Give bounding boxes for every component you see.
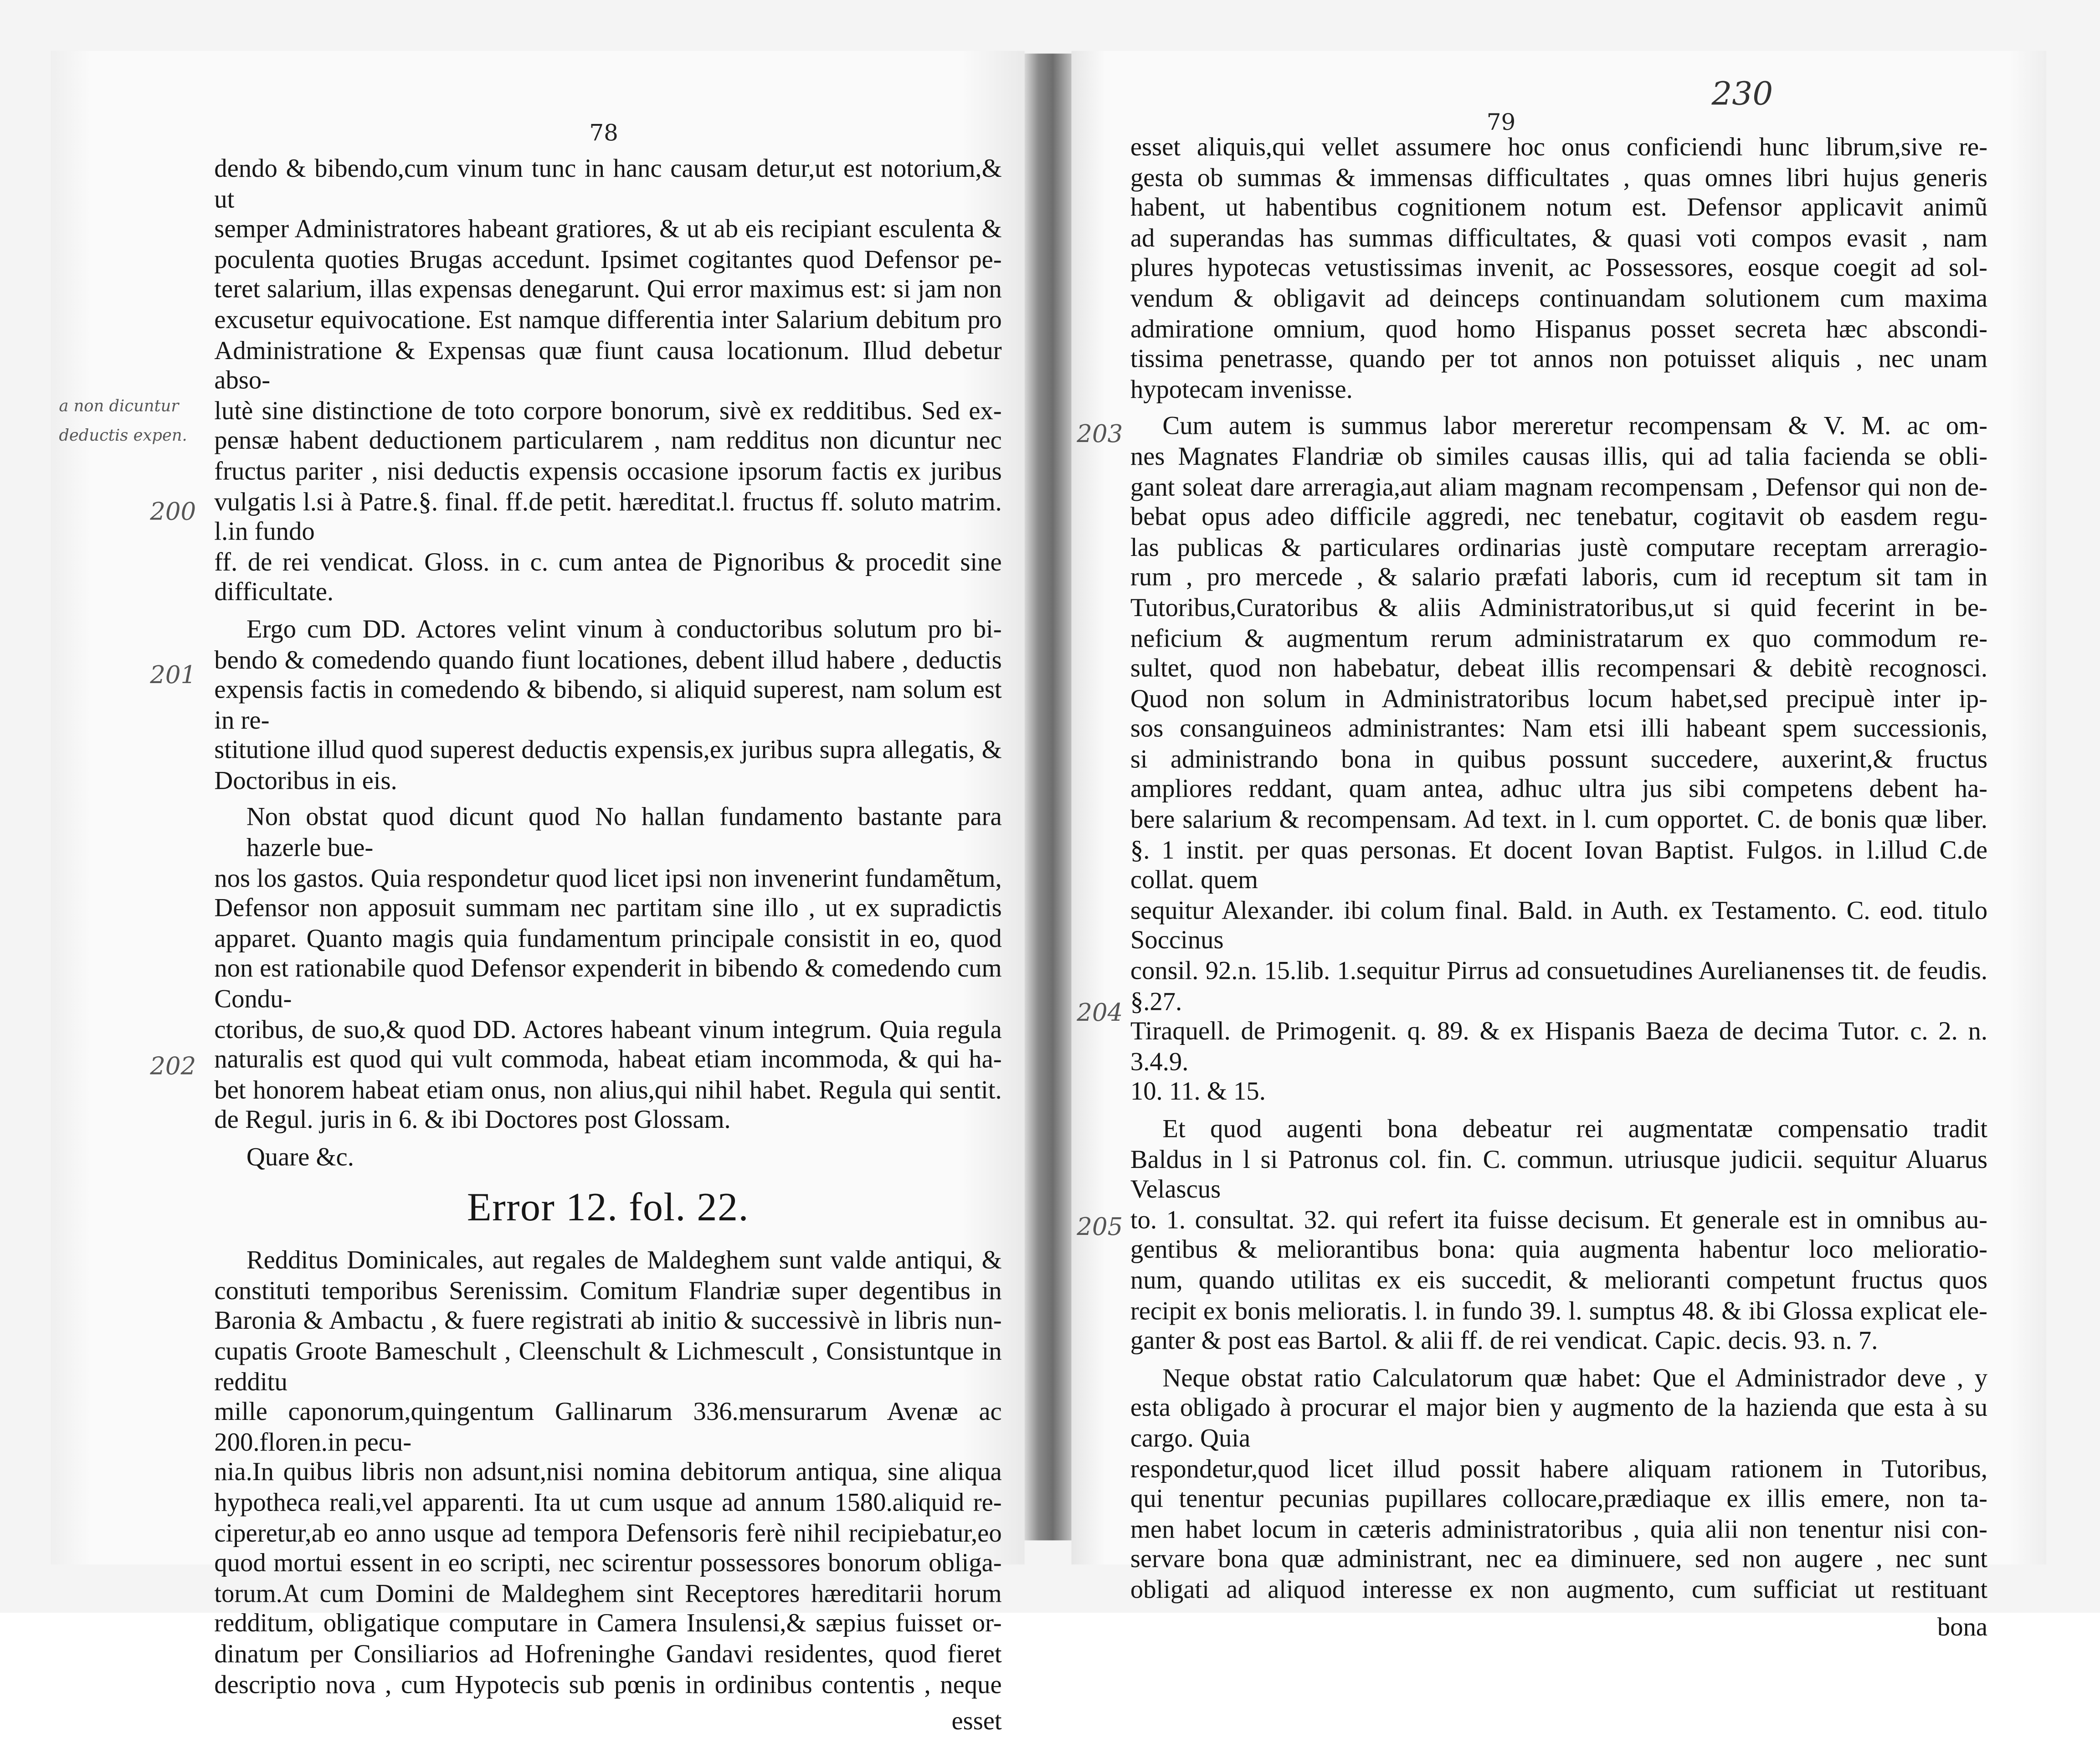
- page-number: 79: [1486, 110, 1516, 137]
- paragraph: [1130, 413, 1987, 1109]
- paragraph: [1130, 1365, 1987, 1607]
- section-heading: Error 12. fol. 22.: [467, 1185, 750, 1229]
- margin-note-handwritten: [59, 396, 187, 445]
- text-line: apparet. Quanto magis quia fundamentum principale consistit in eo, quod: [214, 925, 1002, 954]
- text-line: vulgatis l.si à Patre.§. final. ff.de petit. hæreditat.l. fructus ff. soluto matrim. l.in fundo: [214, 488, 1002, 547]
- text-line: mille caponorum,quingentum Gallinarum 336.mensurarum Avenæ ac 200.floren.in pecu-: [214, 1399, 1002, 1457]
- text-line: Tiraquell. de Primogenit. q. 89. & ex Hispanis Baeza de decima Tutor. c. 2. n. 3.4.9.: [1130, 1018, 1988, 1077]
- margin-number-200: 200: [150, 498, 196, 527]
- paragraph: [214, 804, 1001, 1137]
- text-line: fructus pariter , nisi deductis expensis occasione ipsorum factis ex juribus: [214, 458, 1002, 486]
- text-line: dinatum per Consiliarios ad Hofreninghe Gandavi residentes, quod fieret: [214, 1640, 1002, 1669]
- page-number: 78: [589, 120, 618, 148]
- text-line: rum , pro mercede , & salario præfati laboris, cum id receptum sit tam in: [1130, 564, 1988, 593]
- text-line: ctoribus, de suo,& quod DD. Actores habeant vinum integrum. Quia regula: [214, 1016, 1002, 1044]
- text-line: stitutione illud quod superest deductis expensis,ex juribus supra allegatis, &: [214, 737, 1002, 766]
- text-line: quod mortui essent in eo scripti, nec scirentur possessores bonorum obliga-: [214, 1550, 1002, 1578]
- text-line: Defensor non apposuit summam nec partitam sine illo , ut ex supradictis: [214, 895, 1002, 923]
- margin-number-202: 202: [150, 1053, 196, 1081]
- book-spine: [1025, 54, 1072, 1541]
- text-line: Cum autem is summus labor mereretur recompensam & V. M. ac om-: [1162, 413, 1988, 442]
- margin-number-204: 204: [1077, 999, 1123, 1028]
- right-page-text: [1130, 134, 1987, 1644]
- text-line: lutè sine distinctione de toto corpore bonorum, sivè ex redditibus. Sed ex-: [214, 397, 1002, 426]
- paragraph: [1130, 134, 1987, 406]
- text-line: ampliores reddant, quam antea, adhuc ultra jus sibi competens debent ha-: [1130, 776, 1988, 805]
- text-line: excusetur equivocatione. Est namque differentia inter Salarium debitum pro: [214, 307, 1002, 335]
- text-line: si administrando bona in quibus possunt succedere, auxerint,& fructus: [1130, 746, 1988, 774]
- text-line: bet honorem habeat etiam onus, non alius,qui nihil habet. Regula qui sentit.: [214, 1076, 1002, 1105]
- paragraph: [1130, 1116, 1987, 1358]
- text-line: Neque obstat ratio Calculatorum quæ habet: Que el Administrador deve , y: [1162, 1364, 1988, 1393]
- text-line: ganter & post eas Bartol. & alii ff. de rei vendicat. Capic. decis. 93. n. 7.: [1130, 1327, 1878, 1356]
- text-line: esset aliquis,qui vellet assumere hoc onus conficiendi hunc librum,sive re-: [1130, 134, 1988, 162]
- text-line: nia.In quibus libris non adsunt,nisi nomina debitorum antiqua, sine aliqua: [214, 1459, 1002, 1487]
- margin-note-line: deductis expen.: [59, 426, 187, 445]
- catchword: esset: [951, 1708, 1002, 1736]
- text-line: sequitur Alexander. ibi colum final. Bald. in Auth. ex Testamento. C. eod. titulo Soccinus: [1130, 897, 1988, 956]
- text-line: Non obstat quod dicunt quod No hallan fundamento bastante para hazerle bue-: [246, 804, 1002, 863]
- text-line: bere salarium & recompensam. Ad text. in l. cum opportet. C. de bonis quæ liber.: [1130, 806, 1988, 835]
- text-line: qui tenentur pecunias pupillares collocare,prædiaque ex illis emere, non ta-: [1130, 1486, 1988, 1514]
- text-line: men habet locum in cæteris administratoribus , quia alii non tenentur nisi con-: [1130, 1516, 1988, 1544]
- text-line: gesta ob summas & immensas difficultates , quas omnes libri hujus generis: [1130, 164, 1988, 193]
- text-line: esta obligado à procurar el major bien y augmento de la hazienda que esta à su cargo. Quia: [1130, 1394, 1988, 1454]
- text-line: Redditus Dominicales, aut regales de Maldeghem sunt valde antiqui, &: [246, 1247, 1002, 1275]
- text-line: Baldus in l si Patronus col. fin. C. commun. utriusque judicii. sequitur Aluarus Velascus: [1130, 1146, 1988, 1205]
- text-line: nes Magnates Flandriæ ob similes causas illis, qui ad talia facienda se obli-: [1130, 443, 1988, 472]
- text-line: ff. de rei vendicat. Gloss. in c. cum antea de Pignoribus & procedit sine difficultate.: [214, 549, 1002, 607]
- text-line: servare bona quæ administrant, nec ea diminuere, sed non augere , nec sunt: [1130, 1546, 1988, 1574]
- text-line: plures hypotecas vetustissimas invenit, ac Possessores, eosque coegit ad sol-: [1130, 255, 1988, 283]
- text-line: pensæ habent deductionem particularem , nam redditus non dicuntur nec: [214, 427, 1002, 456]
- margin-note-line: a non dicuntur: [59, 396, 179, 416]
- text-line: Tutoribus,Curatoribus & aliis Administratoribus,ut si quid fecerint in be-: [1130, 594, 1988, 623]
- text-line: descriptio nova , cum Hypotecis sub pœnis in ordinibus contentis , neque: [214, 1671, 1002, 1699]
- text-line: gentibus & meliorantibus bona: quia augmenta habentur loco melioratio-: [1130, 1237, 1988, 1265]
- margin-number-205: 205: [1077, 1214, 1123, 1242]
- text-line: de Regul. juris in 6. & ibi Doctores post Glossam.: [214, 1107, 731, 1135]
- text-line: expensis factis in comedendo & bibendo, si aliquid superest, nam solum est in re-: [214, 676, 1002, 735]
- text-line: to. 1. consultat. 32. qui refert ita fuisse decisum. Et generale est in omnibus au-: [1130, 1206, 1988, 1235]
- text-line: vendum & obligavit ad deinceps continuandam solutionem cum maxima: [1130, 285, 1988, 314]
- paragraph: [214, 155, 1001, 609]
- text-line: torum.At cum Domini de Maldeghem sint Receptores hæreditarii horum: [214, 1580, 1002, 1609]
- text-line: admiratione omnium, quod homo Hispanus posset secreta hæc abscondi-: [1130, 315, 1988, 344]
- margin-number-203: 203: [1077, 420, 1123, 449]
- text-line: 10. 11. & 15.: [1130, 1079, 1266, 1107]
- text-line: respondetur,quod licet illud possit habere aliquam rationem in Tutoribus,: [1130, 1455, 1988, 1484]
- text-line: bebat opus adeo difficile aggredi, nec tenebatur, cogitavit ob easdem regu-: [1130, 504, 1988, 532]
- text-line: consil. 92.n. 15.lib. 1.sequitur Pirrus ad consuetudines Aurelianenses tit. de feudis. §.27.: [1130, 957, 1988, 1016]
- text-line: non est rationabile quod Defensor expenderit in bibendo & comedendo cum Condu-: [214, 956, 1002, 1014]
- text-line: las publicas & particulares ordinarias justè computare receptam arreragio-: [1130, 534, 1988, 562]
- text-line: sos consanguineos administrantes: Nam etsi illi habeant spem successionis,: [1130, 715, 1988, 744]
- folio-number-handwritten: 230: [1711, 75, 1773, 113]
- text-line: §. 1 instit. per quas personas. Et docent Iovan Baptist. Fulgos. in l.illud C.de collat. quem: [1130, 837, 1988, 895]
- text-line: semper Administratores habeant gratiores, & ut ab eis recipiant esculenta &: [214, 216, 1002, 244]
- text-line: ad superandas has summas difficultates, & quasi voti compos evasit , nam: [1130, 225, 1988, 253]
- paragraph-group: [214, 155, 1001, 1174]
- text-line: naturalis est quod qui vult commoda, habeat etiam incommoda, & qui ha-: [214, 1046, 1002, 1075]
- text-line: hypotheca reali,vel apparenti. Ita ut cum usque ad annum 1580.aliquid re-: [214, 1489, 1002, 1518]
- text-line: Et quod augenti bona debeatur rei augmentatæ compensatio tradit: [1162, 1116, 1988, 1144]
- text-line: cupatis Groote Bameschult , Cleenschult & Lichmescult , Consistuntque in redditu: [214, 1338, 1002, 1397]
- text-line: Administratione & Expensas quæ fiunt causa locationum. Illud debetur abso-: [214, 337, 1002, 396]
- text-line: gant soleat dare arreragia,aut aliam magnam recompensam , Defensor qui non de-: [1130, 473, 1988, 502]
- text-line: num, quando utilitas ex eis succedit, & melioranti competunt fructus quos: [1130, 1267, 1988, 1296]
- text-line: bendo & comedendo quando fiunt locationes, debent illud habere , deductis: [214, 646, 1002, 674]
- left-page-text: [214, 155, 1001, 1738]
- text-line: tissima penetrasse, quando per tot annos non potuisset aliquis , nec unam: [1130, 345, 1988, 374]
- paragraph: [214, 1144, 1001, 1174]
- text-line: redditum, obligatique computare in Camera Insulensi,& sæpius fuisset or-: [214, 1610, 1002, 1639]
- text-line: hypotecam invenisse.: [1130, 376, 1353, 404]
- catchword: bona: [1937, 1613, 1988, 1642]
- text-line: Quod non solum in Administratoribus locum habet,sed precipuè inter ip-: [1130, 685, 1988, 714]
- paragraph-group: [214, 1247, 1001, 1701]
- paragraph: [214, 616, 1001, 797]
- text-line: sultet, quod non habebatur, debeat illis recompensari & debitè recognosci.: [1130, 655, 1988, 684]
- text-line: poculenta quoties Brugas accedunt. Ipsimet cogitantes quod Defensor pe-: [214, 246, 1002, 274]
- paragraph-group: [1130, 134, 1987, 1607]
- margin-number-201: 201: [150, 662, 196, 690]
- text-line: dendo & bibendo,cum vinum tunc in hanc causam detur,ut est notorium,& ut: [214, 155, 1002, 214]
- text-line: teret salarium, illas expensas denegarunt. Qui error maximus est: si jam non: [214, 276, 1002, 305]
- text-line: ciperetur,ab eo anno usque ad tempora Defensoris ferè nihil recipiebatur,eo: [214, 1519, 1002, 1548]
- text-line: habent, ut habentibus cognitionem notum est. Defensor applicavit animũ: [1130, 194, 1988, 223]
- paragraph: [214, 1247, 1001, 1701]
- text-line: Quare &c.: [246, 1144, 354, 1172]
- text-line: neficium & augmentum rerum administratarum ex quo commodum re-: [1130, 625, 1988, 653]
- left-page: [51, 51, 1025, 1736]
- text-line: nos los gastos. Quia respondetur quod licet ipsi non invenerint fundamẽtum,: [214, 864, 1002, 893]
- right-page: [1072, 51, 2047, 1642]
- text-line: constituti temporibus Serenissim. Comitum Flandriæ super degentibus in: [214, 1277, 1002, 1306]
- text-line: recipit ex bonis melioratis. l. in fundo 39. l. sumptus 48. & ibi Glossa explicat ele-: [1130, 1297, 1988, 1326]
- text-line: Baronia & Ambactu , & fuere registrati ab initio & successivè in libris nun-: [214, 1307, 1002, 1336]
- text-line: obligati ad aliquod interesse ex non augmento, cum sufficiat ut restituant: [1130, 1576, 1988, 1605]
- text-line: Ergo cum DD. Actores velint vinum à conductoribus solutum pro bi-: [246, 616, 1002, 644]
- text-line: Doctoribus in eis.: [214, 767, 397, 796]
